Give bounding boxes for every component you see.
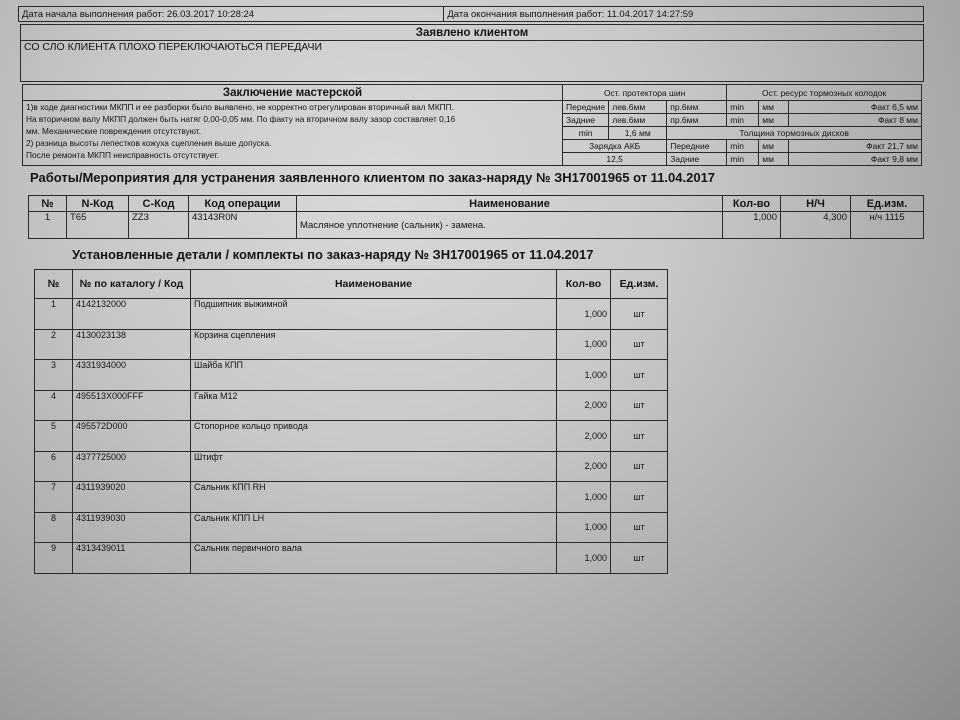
conclusion-title: Заключение мастерской bbox=[23, 85, 563, 101]
conclusion-line: После ремонта МКПП неисправность отсутствует. bbox=[26, 150, 219, 160]
disc-front-fact: Факт 21,7 мм bbox=[789, 140, 922, 153]
conclusion-text bbox=[23, 101, 563, 166]
part-code: 4311939020 bbox=[73, 482, 191, 513]
pads-rear-min: min bbox=[727, 114, 759, 127]
part-code: 495572D000 bbox=[73, 421, 191, 452]
part-qty: 1,000 bbox=[557, 543, 611, 574]
works-header-row bbox=[29, 196, 924, 212]
table-row bbox=[35, 482, 668, 513]
work-name: Масляное уплотнение (сальник) - замена. bbox=[297, 212, 723, 239]
tread-front-left: лев.6мм bbox=[609, 101, 667, 114]
tread-min-value bbox=[609, 127, 667, 140]
part-qty: 1,000 bbox=[557, 512, 611, 543]
part-unit: шт bbox=[611, 360, 668, 391]
part-qty: 1,000 bbox=[557, 360, 611, 391]
part-qty: 1,000 bbox=[557, 299, 611, 330]
part-name: Корзина сцепления bbox=[191, 329, 557, 360]
part-qty: 2,000 bbox=[557, 451, 611, 482]
part-qty: 1,000 bbox=[557, 329, 611, 360]
pads-front-fact: Факт 6,5 мм bbox=[789, 101, 922, 114]
part-unit: шт bbox=[611, 482, 668, 513]
disc-thickness-title: Толщина тормозных дисков bbox=[667, 127, 922, 140]
part-num: 4 bbox=[35, 390, 73, 421]
disc-front-min: min bbox=[727, 140, 759, 153]
works-col-name: Наименование bbox=[297, 196, 723, 212]
work-hours: 4,300 bbox=[781, 212, 851, 239]
part-num: 8 bbox=[35, 512, 73, 543]
works-col-opcode: Код операции bbox=[189, 196, 297, 212]
part-code: 4130023138 bbox=[73, 329, 191, 360]
part-code: 495513X000FFF bbox=[73, 390, 191, 421]
part-name: Штифт bbox=[191, 451, 557, 482]
works-col-qty: Кол-во bbox=[723, 196, 781, 212]
works-col-unit: Ед.изм. bbox=[851, 196, 924, 212]
work-num: 1 bbox=[29, 212, 67, 239]
conclusion-line: 2) разница высоты лепестков кожуха сцепления выше допуска. bbox=[26, 138, 272, 148]
disc-rear-label: Задние bbox=[667, 153, 727, 166]
conclusion-line: мм. Механические повреждения отсутствуют. bbox=[26, 126, 201, 136]
start-date: Дата начала выполнения работ: 26.03.2017 10:28:24 bbox=[19, 7, 444, 22]
pads-front-min: min bbox=[727, 101, 759, 114]
parts-col-qty: Кол-во bbox=[557, 270, 611, 299]
parts-section-title: Установленные детали / комплекты по заказ-наряду № ЗН17001965 от 11.04.2017 bbox=[72, 247, 594, 262]
disc-rear-min: min bbox=[727, 153, 759, 166]
pads-front-unit: мм bbox=[759, 101, 789, 114]
parts-col-num: № bbox=[35, 270, 73, 299]
client-claim-title: Заявлено клиентом bbox=[21, 25, 924, 41]
part-unit: шт bbox=[611, 512, 668, 543]
parts-table bbox=[34, 269, 668, 574]
end-date: Дата окончания выполнения работ: 11.04.2017 14:27:59 bbox=[444, 7, 924, 22]
part-qty: 2,000 bbox=[557, 421, 611, 452]
work-unit: н/ч 1115 bbox=[851, 212, 924, 239]
disc-front-unit: мм bbox=[759, 140, 789, 153]
part-code: 4331934000 bbox=[73, 360, 191, 391]
table-row bbox=[35, 512, 668, 543]
part-name: Сальник КПП RH bbox=[191, 482, 557, 513]
battery-label: Зарядка АКБ bbox=[563, 140, 667, 153]
part-name: Стопорное кольцо привода bbox=[191, 421, 557, 452]
parts-col-unit: Ед.изм. bbox=[611, 270, 668, 299]
tread-rear-label: Задние bbox=[563, 114, 609, 127]
table-row bbox=[35, 360, 668, 391]
part-name: Гайка М12 bbox=[191, 390, 557, 421]
parts-col-code: № по каталогу / Код bbox=[73, 270, 191, 299]
tread-min-label: min bbox=[563, 127, 609, 140]
part-num: 7 bbox=[35, 482, 73, 513]
parts-col-name: Наименование bbox=[191, 270, 557, 299]
part-unit: шт bbox=[611, 329, 668, 360]
client-claim-table bbox=[20, 24, 924, 82]
part-num: 5 bbox=[35, 421, 73, 452]
part-unit: шт bbox=[611, 543, 668, 574]
part-code: 4313439011 bbox=[73, 543, 191, 574]
work-scode: ZZ3 bbox=[129, 212, 189, 239]
part-name: Подшипник выжимной bbox=[191, 299, 557, 330]
table-row bbox=[35, 329, 668, 360]
tread-min-unit: мм bbox=[638, 128, 651, 138]
part-unit: шт bbox=[611, 299, 668, 330]
conclusion-line: 1)в ходе диагностики МКПП и ее разборки было выявлено, не корректно отрегулирован вторичный вал МКПП. bbox=[26, 102, 454, 112]
brake-pads-title: Ост. ресурс тормозных колодок bbox=[727, 85, 922, 101]
disc-rear-unit: мм bbox=[759, 153, 789, 166]
part-unit: шт bbox=[611, 451, 668, 482]
work-opcode: 43143R0N bbox=[189, 212, 297, 239]
tread-title: Ост. протектора шин bbox=[563, 85, 727, 101]
table-row bbox=[35, 421, 668, 452]
part-num: 3 bbox=[35, 360, 73, 391]
part-code: 4142132000 bbox=[73, 299, 191, 330]
parts-header-row bbox=[35, 270, 668, 299]
part-name: Шайба КПП bbox=[191, 360, 557, 391]
tread-rear-left: лев.6мм bbox=[609, 114, 667, 127]
conclusion-table bbox=[22, 84, 922, 166]
part-num: 6 bbox=[35, 451, 73, 482]
part-code: 4377725000 bbox=[73, 451, 191, 482]
part-code: 4311939030 bbox=[73, 512, 191, 543]
table-row bbox=[35, 451, 668, 482]
part-name: Сальник КПП LH bbox=[191, 512, 557, 543]
table-row bbox=[35, 299, 668, 330]
conclusion-line: На вторичном валу МКПП должен быть натяг 0,00-0,05 мм. По факту на вторичном валу зазор составляет 0,16 bbox=[26, 114, 456, 124]
work-ncode: T65 bbox=[67, 212, 129, 239]
battery-value: 12,5 bbox=[563, 153, 667, 166]
works-section-title: Работы/Мероприятия для устранения заявленного клиентом по заказ-наряду № ЗН17001965 от 11.04.2017 bbox=[30, 170, 716, 185]
works-table bbox=[28, 195, 924, 239]
part-qty: 1,000 bbox=[557, 482, 611, 513]
works-col-scode: С-Код bbox=[129, 196, 189, 212]
part-num: 9 bbox=[35, 543, 73, 574]
disc-rear-fact: Факт 9,8 мм bbox=[789, 153, 922, 166]
part-qty: 2,000 bbox=[557, 390, 611, 421]
work-qty: 1,000 bbox=[723, 212, 781, 239]
part-name: Сальник первичного вала bbox=[191, 543, 557, 574]
works-col-ncode: N-Код bbox=[67, 196, 129, 212]
table-row bbox=[35, 543, 668, 574]
part-num: 1 bbox=[35, 299, 73, 330]
part-unit: шт bbox=[611, 390, 668, 421]
pads-rear-fact: Факт 8 мм bbox=[789, 114, 922, 127]
disc-front-label: Передние bbox=[667, 140, 727, 153]
table-row bbox=[35, 390, 668, 421]
table-row bbox=[29, 212, 924, 239]
part-num: 2 bbox=[35, 329, 73, 360]
pads-rear-unit: мм bbox=[759, 114, 789, 127]
tread-min-number: 1,6 bbox=[624, 128, 637, 138]
tread-rear-right: пр.6мм bbox=[667, 114, 727, 127]
works-col-num: № bbox=[29, 196, 67, 212]
client-claim-text: СО СЛО КЛИЕНТА ПЛОХО ПЕРЕКЛЮЧАЮТЬСЯ ПЕРЕДАЧИ bbox=[21, 41, 924, 82]
tread-front-right: пр.6мм bbox=[667, 101, 727, 114]
part-unit: шт bbox=[611, 421, 668, 452]
dates-row bbox=[18, 6, 924, 22]
works-col-hours: Н/Ч bbox=[781, 196, 851, 212]
tread-front-label: Передние bbox=[563, 101, 609, 114]
